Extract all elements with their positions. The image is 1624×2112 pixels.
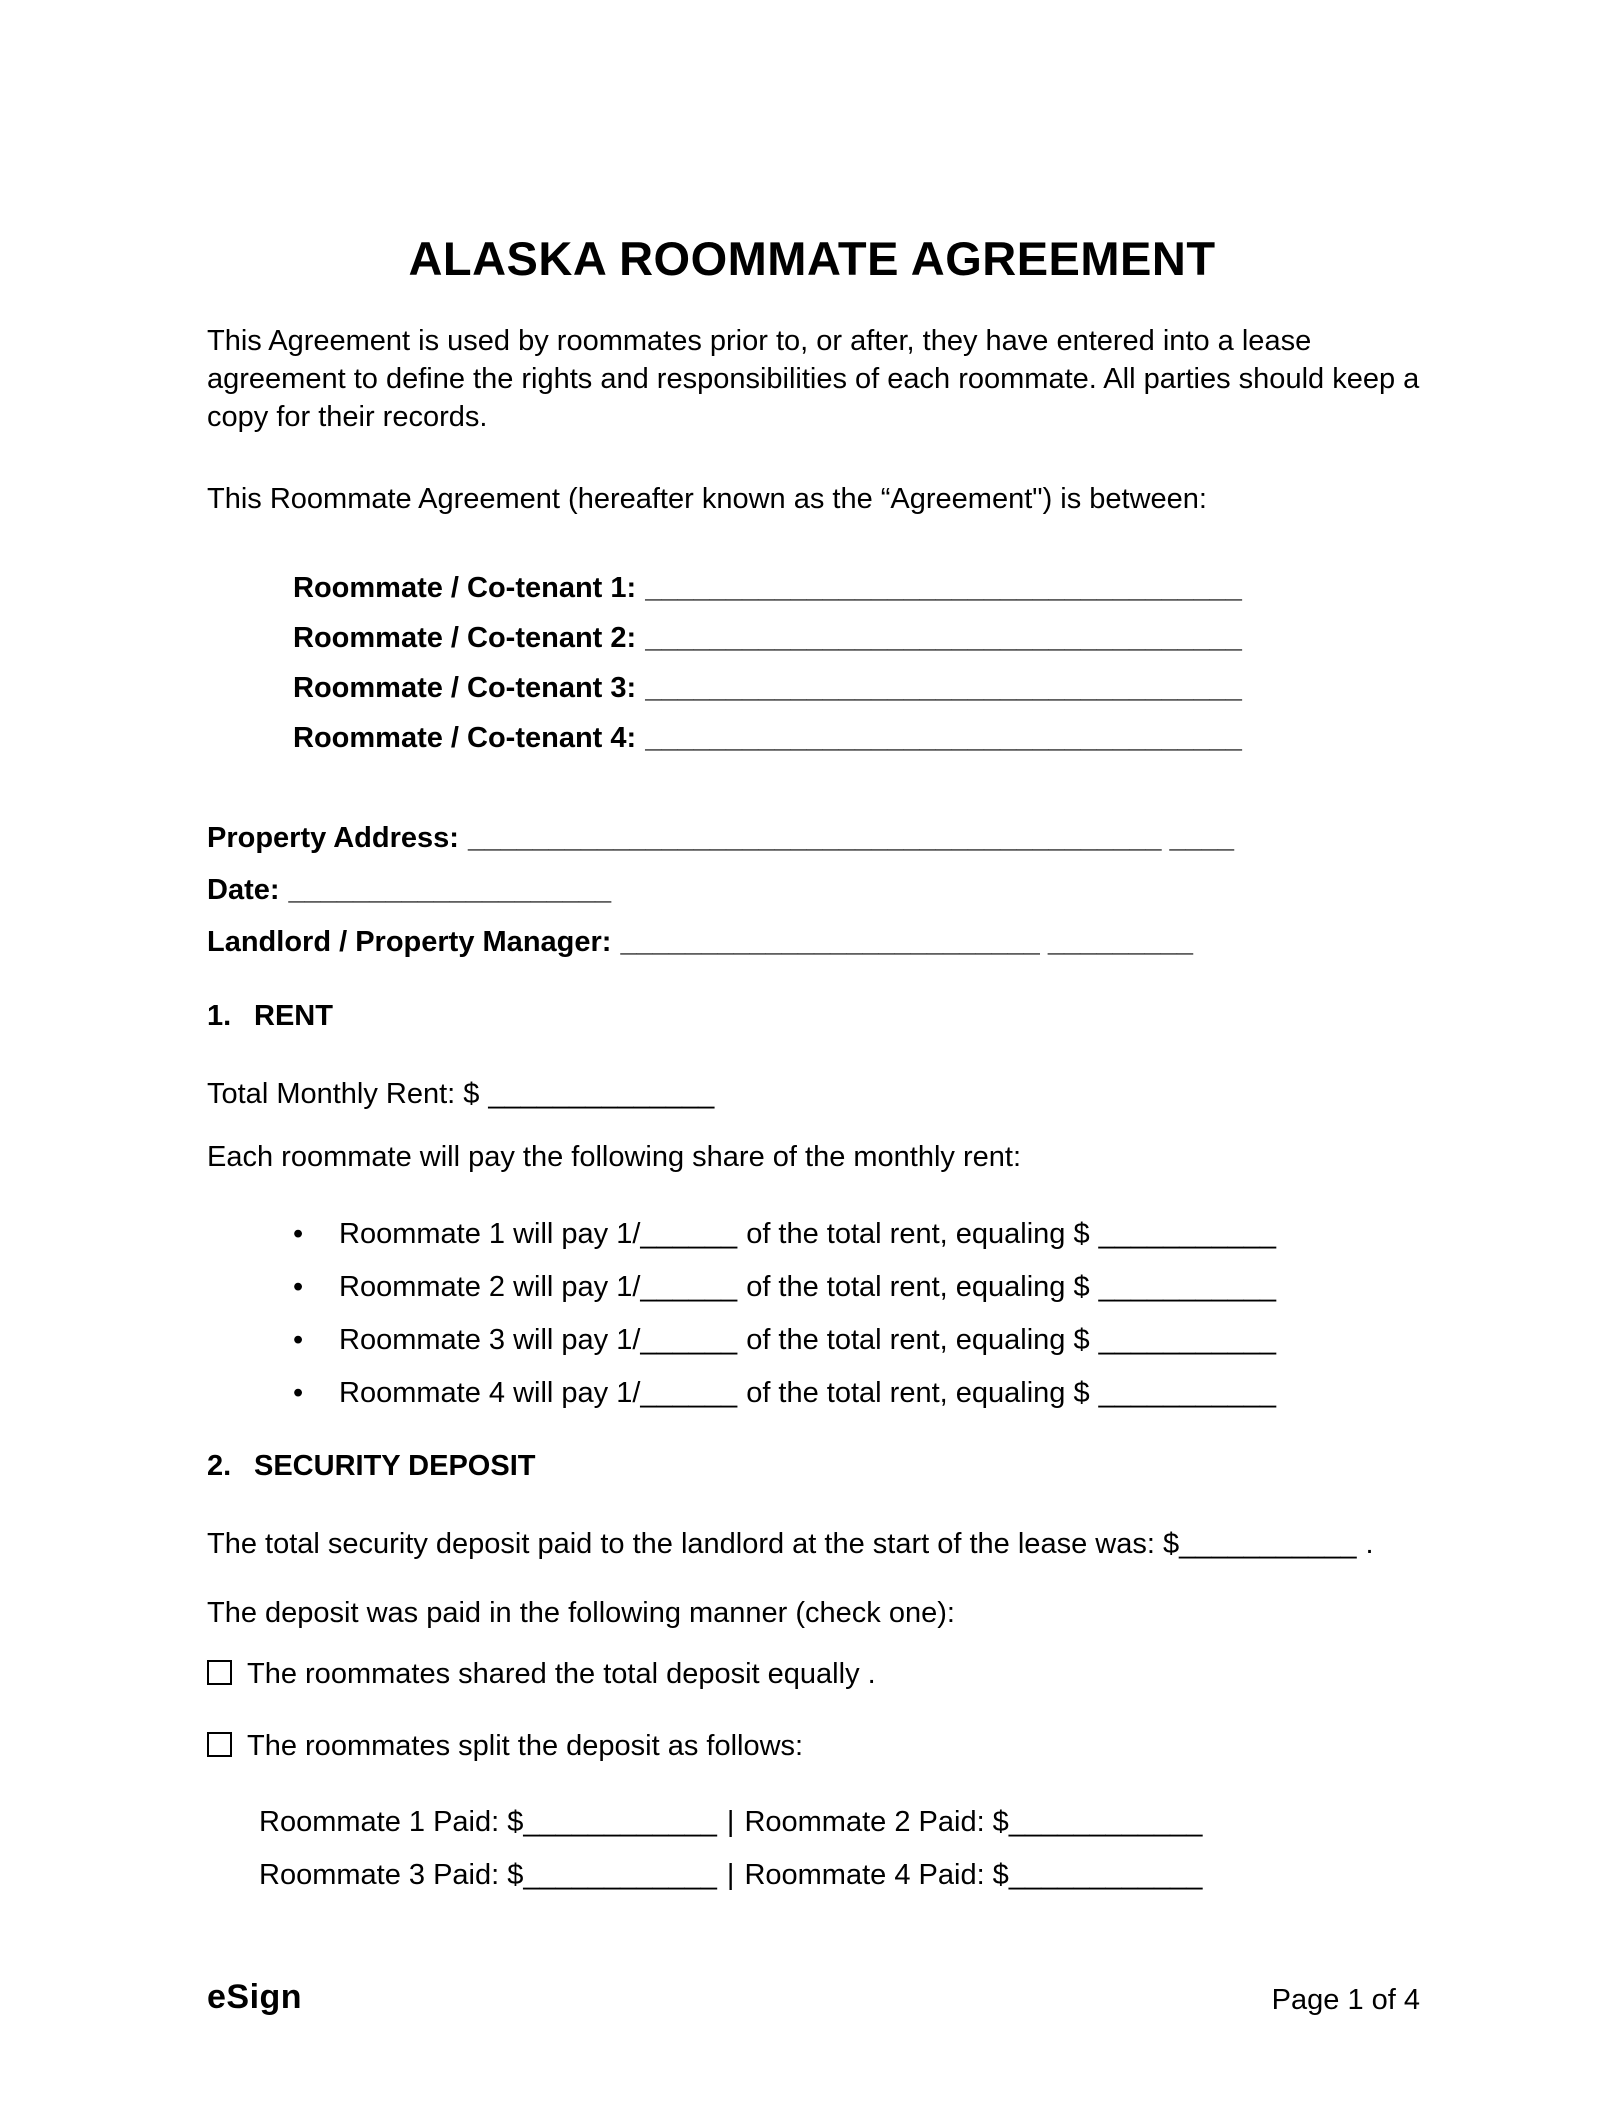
share-intro-line: Each roommate will pay the following share of the monthly rent: <box>207 1141 1022 1173</box>
paid-row-1 <box>259 1796 1202 1849</box>
deposit-equal-label: The roommates shared the total deposit equally . <box>247 1658 876 1690</box>
page-indicator: Page 1 of 4 <box>1271 1984 1420 2016</box>
rent-share-item-2 <box>207 1261 1487 1314</box>
intro-line-1: This Agreement is used by roommates prior to, or after, they have entered into a lease <box>207 325 1312 357</box>
roommate-3-paid-blank[interactable]: ____________ <box>523 1859 717 1891</box>
roommate-2-paid-blank[interactable]: ____________ <box>1008 1806 1203 1838</box>
section-2-number: 2. <box>207 1450 232 1482</box>
deposit-option-equal <box>207 1658 876 1691</box>
deposit-manner-line: The deposit was paid in the following manner (check one): <box>207 1597 955 1629</box>
rent-share-item-3 <box>207 1314 1487 1367</box>
deposit-option-split <box>207 1730 803 1763</box>
cotenant-3-label: Roommate / Co-tenant 3: <box>293 672 637 704</box>
deposit-total-suffix: . <box>1365 1528 1374 1560</box>
rent-share-3-fraction-blank[interactable]: ______ <box>640 1324 738 1356</box>
cotenant-3-blank[interactable]: _____________________________________ <box>645 672 1242 704</box>
paid-separator: | <box>726 1806 735 1838</box>
section-2-title: SECURITY DEPOSIT <box>254 1450 536 1482</box>
rent-share-1-prefix: Roommate 1 will pay 1/ <box>339 1218 641 1250</box>
cotenant-4-row <box>293 713 1242 763</box>
rent-share-item-4 <box>207 1367 1487 1420</box>
deposit-split-checkbox[interactable] <box>207 1732 232 1757</box>
paid-separator: | <box>726 1859 735 1891</box>
cotenant-3-row <box>293 663 1242 713</box>
rent-share-2-middle: of the total rent, equaling $ <box>746 1271 1090 1303</box>
date-row <box>207 864 1234 916</box>
landlord-blank[interactable]: __________________________ _________ <box>620 926 1194 958</box>
landlord-row <box>207 916 1234 968</box>
section-1-number: 1. <box>207 1000 232 1032</box>
paid-row-2 <box>259 1849 1202 1902</box>
rent-share-1-fraction-blank[interactable]: ______ <box>640 1218 738 1250</box>
rent-share-3-prefix: Roommate 3 will pay 1/ <box>339 1324 641 1356</box>
cotenant-4-label: Roommate / Co-tenant 4: <box>293 722 637 754</box>
rent-share-3-amount-blank[interactable]: ___________ <box>1098 1324 1277 1356</box>
cotenant-1-blank[interactable]: _____________________________________ <box>645 572 1242 604</box>
cotenant-1-label: Roommate / Co-tenant 1: <box>293 572 637 604</box>
date-blank[interactable]: ____________________ <box>288 874 612 906</box>
cotenant-list <box>293 563 1242 763</box>
deposit-total-text: The total security deposit paid to the landlord at the start of the lease was: $ <box>207 1528 1180 1560</box>
roommate-3-paid-label: Roommate 3 Paid: $ <box>259 1859 524 1891</box>
roommate-4-paid-label: Roommate 4 Paid: $ <box>744 1859 1009 1891</box>
roommate-2-paid-label: Roommate 2 Paid: $ <box>744 1806 1009 1838</box>
property-address-label: Property Address: <box>207 822 459 854</box>
page-title: ALASKA ROOMMATE AGREEMENT <box>408 232 1216 286</box>
rent-share-1-middle: of the total rent, equaling $ <box>746 1218 1090 1250</box>
cotenant-2-blank[interactable]: _____________________________________ <box>645 622 1242 654</box>
property-fields <box>207 812 1234 968</box>
property-address-row <box>207 812 1234 864</box>
rent-share-4-amount-blank[interactable]: ___________ <box>1098 1377 1277 1409</box>
roommate-4-paid-blank[interactable]: ____________ <box>1008 1859 1203 1891</box>
rent-share-2-amount-blank[interactable]: ___________ <box>1098 1271 1277 1303</box>
total-rent-row <box>207 1075 1467 1113</box>
section-1-title: RENT <box>254 1000 333 1032</box>
cotenant-2-row <box>293 613 1242 663</box>
rent-share-2-fraction-blank[interactable]: ______ <box>640 1271 738 1303</box>
section-1-heading <box>207 1000 333 1033</box>
intro-line-2: agreement to define the rights and responsibilities of each roommate. All parties should keep a <box>207 363 1420 395</box>
deposit-split-label: The roommates split the deposit as follows: <box>247 1730 804 1762</box>
section-2-heading <box>207 1450 535 1483</box>
date-label: Date: <box>207 874 280 906</box>
deposit-paid-rows <box>259 1796 1202 1902</box>
rent-share-1-amount-blank[interactable]: ___________ <box>1098 1218 1277 1250</box>
cotenant-1-row <box>293 563 1242 613</box>
deposit-equal-checkbox[interactable] <box>207 1660 232 1685</box>
rent-share-4-fraction-blank[interactable]: ______ <box>640 1377 738 1409</box>
landlord-label: Landlord / Property Manager: <box>207 926 612 958</box>
esign-logo: eSign <box>207 1978 303 2016</box>
intro-line-3: copy for their records. <box>207 401 488 433</box>
rent-share-3-middle: of the total rent, equaling $ <box>746 1324 1090 1356</box>
bullet-icon: • <box>293 1271 304 1303</box>
deposit-total-row <box>207 1525 1467 1563</box>
rent-share-list <box>207 1208 1487 1420</box>
roommate-1-paid-blank[interactable]: ____________ <box>523 1806 717 1838</box>
total-rent-blank[interactable]: ______________ <box>488 1078 715 1110</box>
intro-paragraph <box>207 322 1467 436</box>
total-rent-label: Total Monthly Rent: $ <box>207 1078 480 1110</box>
bullet-icon: • <box>293 1218 304 1250</box>
roommate-1-paid-label: Roommate 1 Paid: $ <box>259 1806 524 1838</box>
bullet-icon: • <box>293 1377 304 1409</box>
rent-share-item-1 <box>207 1208 1487 1261</box>
rent-share-4-middle: of the total rent, equaling $ <box>746 1377 1090 1409</box>
bullet-icon: • <box>293 1324 304 1356</box>
cotenant-4-blank[interactable]: _____________________________________ <box>645 722 1242 754</box>
property-address-blank[interactable]: ___________________________________________ ____ <box>467 822 1235 854</box>
parties-intro-line: This Roommate Agreement (hereafter known as the “Agreement") is between: <box>207 483 1207 515</box>
deposit-total-blank[interactable]: ___________ <box>1179 1528 1357 1560</box>
rent-share-2-prefix: Roommate 2 will pay 1/ <box>339 1271 641 1303</box>
rent-share-4-prefix: Roommate 4 will pay 1/ <box>339 1377 641 1409</box>
cotenant-2-label: Roommate / Co-tenant 2: <box>293 622 637 654</box>
